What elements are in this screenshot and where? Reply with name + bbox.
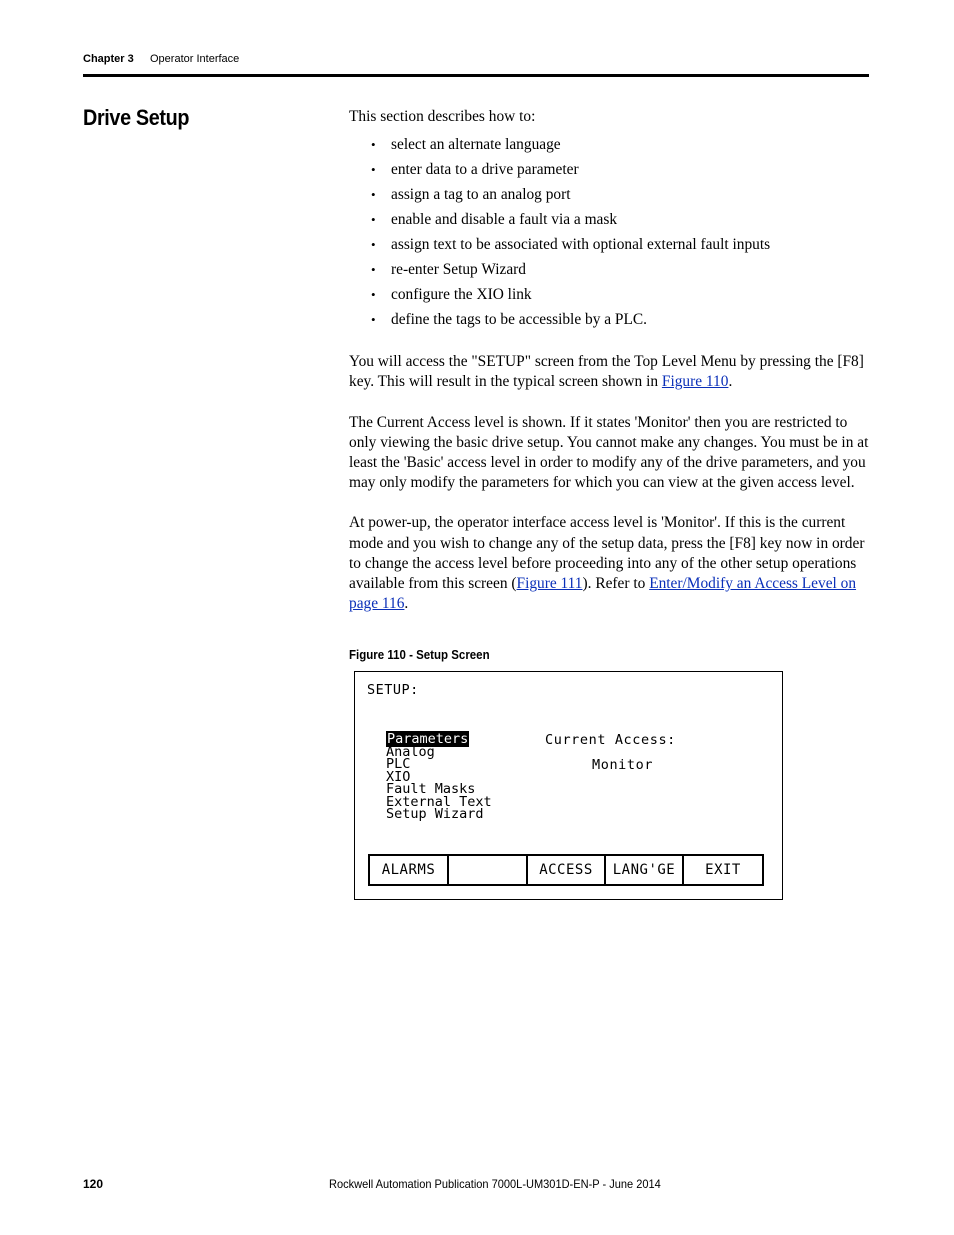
current-access-label: Current Access: <box>545 732 676 748</box>
header-rule <box>83 74 869 77</box>
list-item: • re-enter Setup Wizard <box>349 257 869 282</box>
publication-info: Rockwell Automation Publication 7000L-UM301D-EN-P - June 2014 <box>329 1177 661 1191</box>
menu-item-xio[interactable]: XIO <box>386 768 411 785</box>
exit-key[interactable]: EXIT <box>705 862 741 878</box>
current-access-value: Monitor <box>592 757 654 773</box>
setup-screen-figure <box>354 671 783 900</box>
menu-item-parameters[interactable]: Parameters <box>387 731 469 747</box>
figure-caption: Figure 110 - Setup Screen <box>349 648 490 662</box>
power-up-paragraph: At power-up, the operator interface access level is 'Monitor'. If this is the current mode and you wish to change any of the setup data, press the [F8] key now in order to change the access level before proceeding into any of the other setup operations available from this screen (Figure 111). Refer to Enter/Modify an Access Level on page 116. <box>349 514 865 613</box>
page-number: 120 <box>83 1177 104 1191</box>
section-title: Drive Setup <box>83 105 190 130</box>
list-item: • assign text to be associated with optional external fault inputs <box>349 232 869 257</box>
list-item: • configure the XIO link <box>349 282 869 307</box>
intro-text: This section describes how to: <box>349 108 536 125</box>
menu-item-fault-masks[interactable]: Fault Masks <box>386 781 476 797</box>
menu-item-plc[interactable]: PLC <box>386 756 411 772</box>
list-item: • assign a tag to an analog port <box>349 182 869 207</box>
chapter-label: Chapter 3 <box>83 53 134 65</box>
body-text <box>349 107 869 614</box>
function-key-bar <box>368 854 764 886</box>
figure-111-link[interactable]: Figure 111 <box>516 575 583 593</box>
list-item: • define the tags to be accessible by a PLC. <box>349 307 869 332</box>
list-item: • select an alternate language <box>349 132 869 157</box>
access-level-paragraph: The Current Access level is shown. If it states 'Monitor' then you are restricted to only viewing the basic drive setup. You cannot make any changes. You must be in at least the 'Basic' access level in order to modify any of the drive parameters, and you may only modify the parameters for which you can view at the given access level. <box>349 413 869 492</box>
menu-item-analog[interactable]: Analog <box>386 743 435 760</box>
figure-110-link[interactable]: Figure 110 <box>661 373 729 391</box>
menu-item-external-text[interactable]: External Text <box>386 793 492 810</box>
access-level-page-link[interactable]: Enter/Modify an Access Level on page 116 <box>349 575 857 613</box>
language-key[interactable]: LANG'GE <box>606 856 684 884</box>
list-item: • enable and disable a fault via a mask <box>349 207 869 232</box>
chapter-section-label: Operator Interface <box>150 53 240 65</box>
setup-access-paragraph: You will access the "SETUP" screen from the Top Level Menu by pressing the [F8] key. This will result in the typical screen shown in Figure 110. <box>349 353 864 391</box>
menu-item-setup-wizard[interactable]: Setup Wizard <box>386 806 484 822</box>
screen-title: SETUP: <box>367 682 419 698</box>
task-list <box>349 132 869 332</box>
alarms-key[interactable]: ALARMS <box>370 856 449 884</box>
setup-menu <box>386 733 492 821</box>
blank-key[interactable] <box>449 856 528 884</box>
list-item: • enter data to a drive parameter <box>349 157 869 182</box>
access-key[interactable]: ACCESS <box>528 856 606 884</box>
